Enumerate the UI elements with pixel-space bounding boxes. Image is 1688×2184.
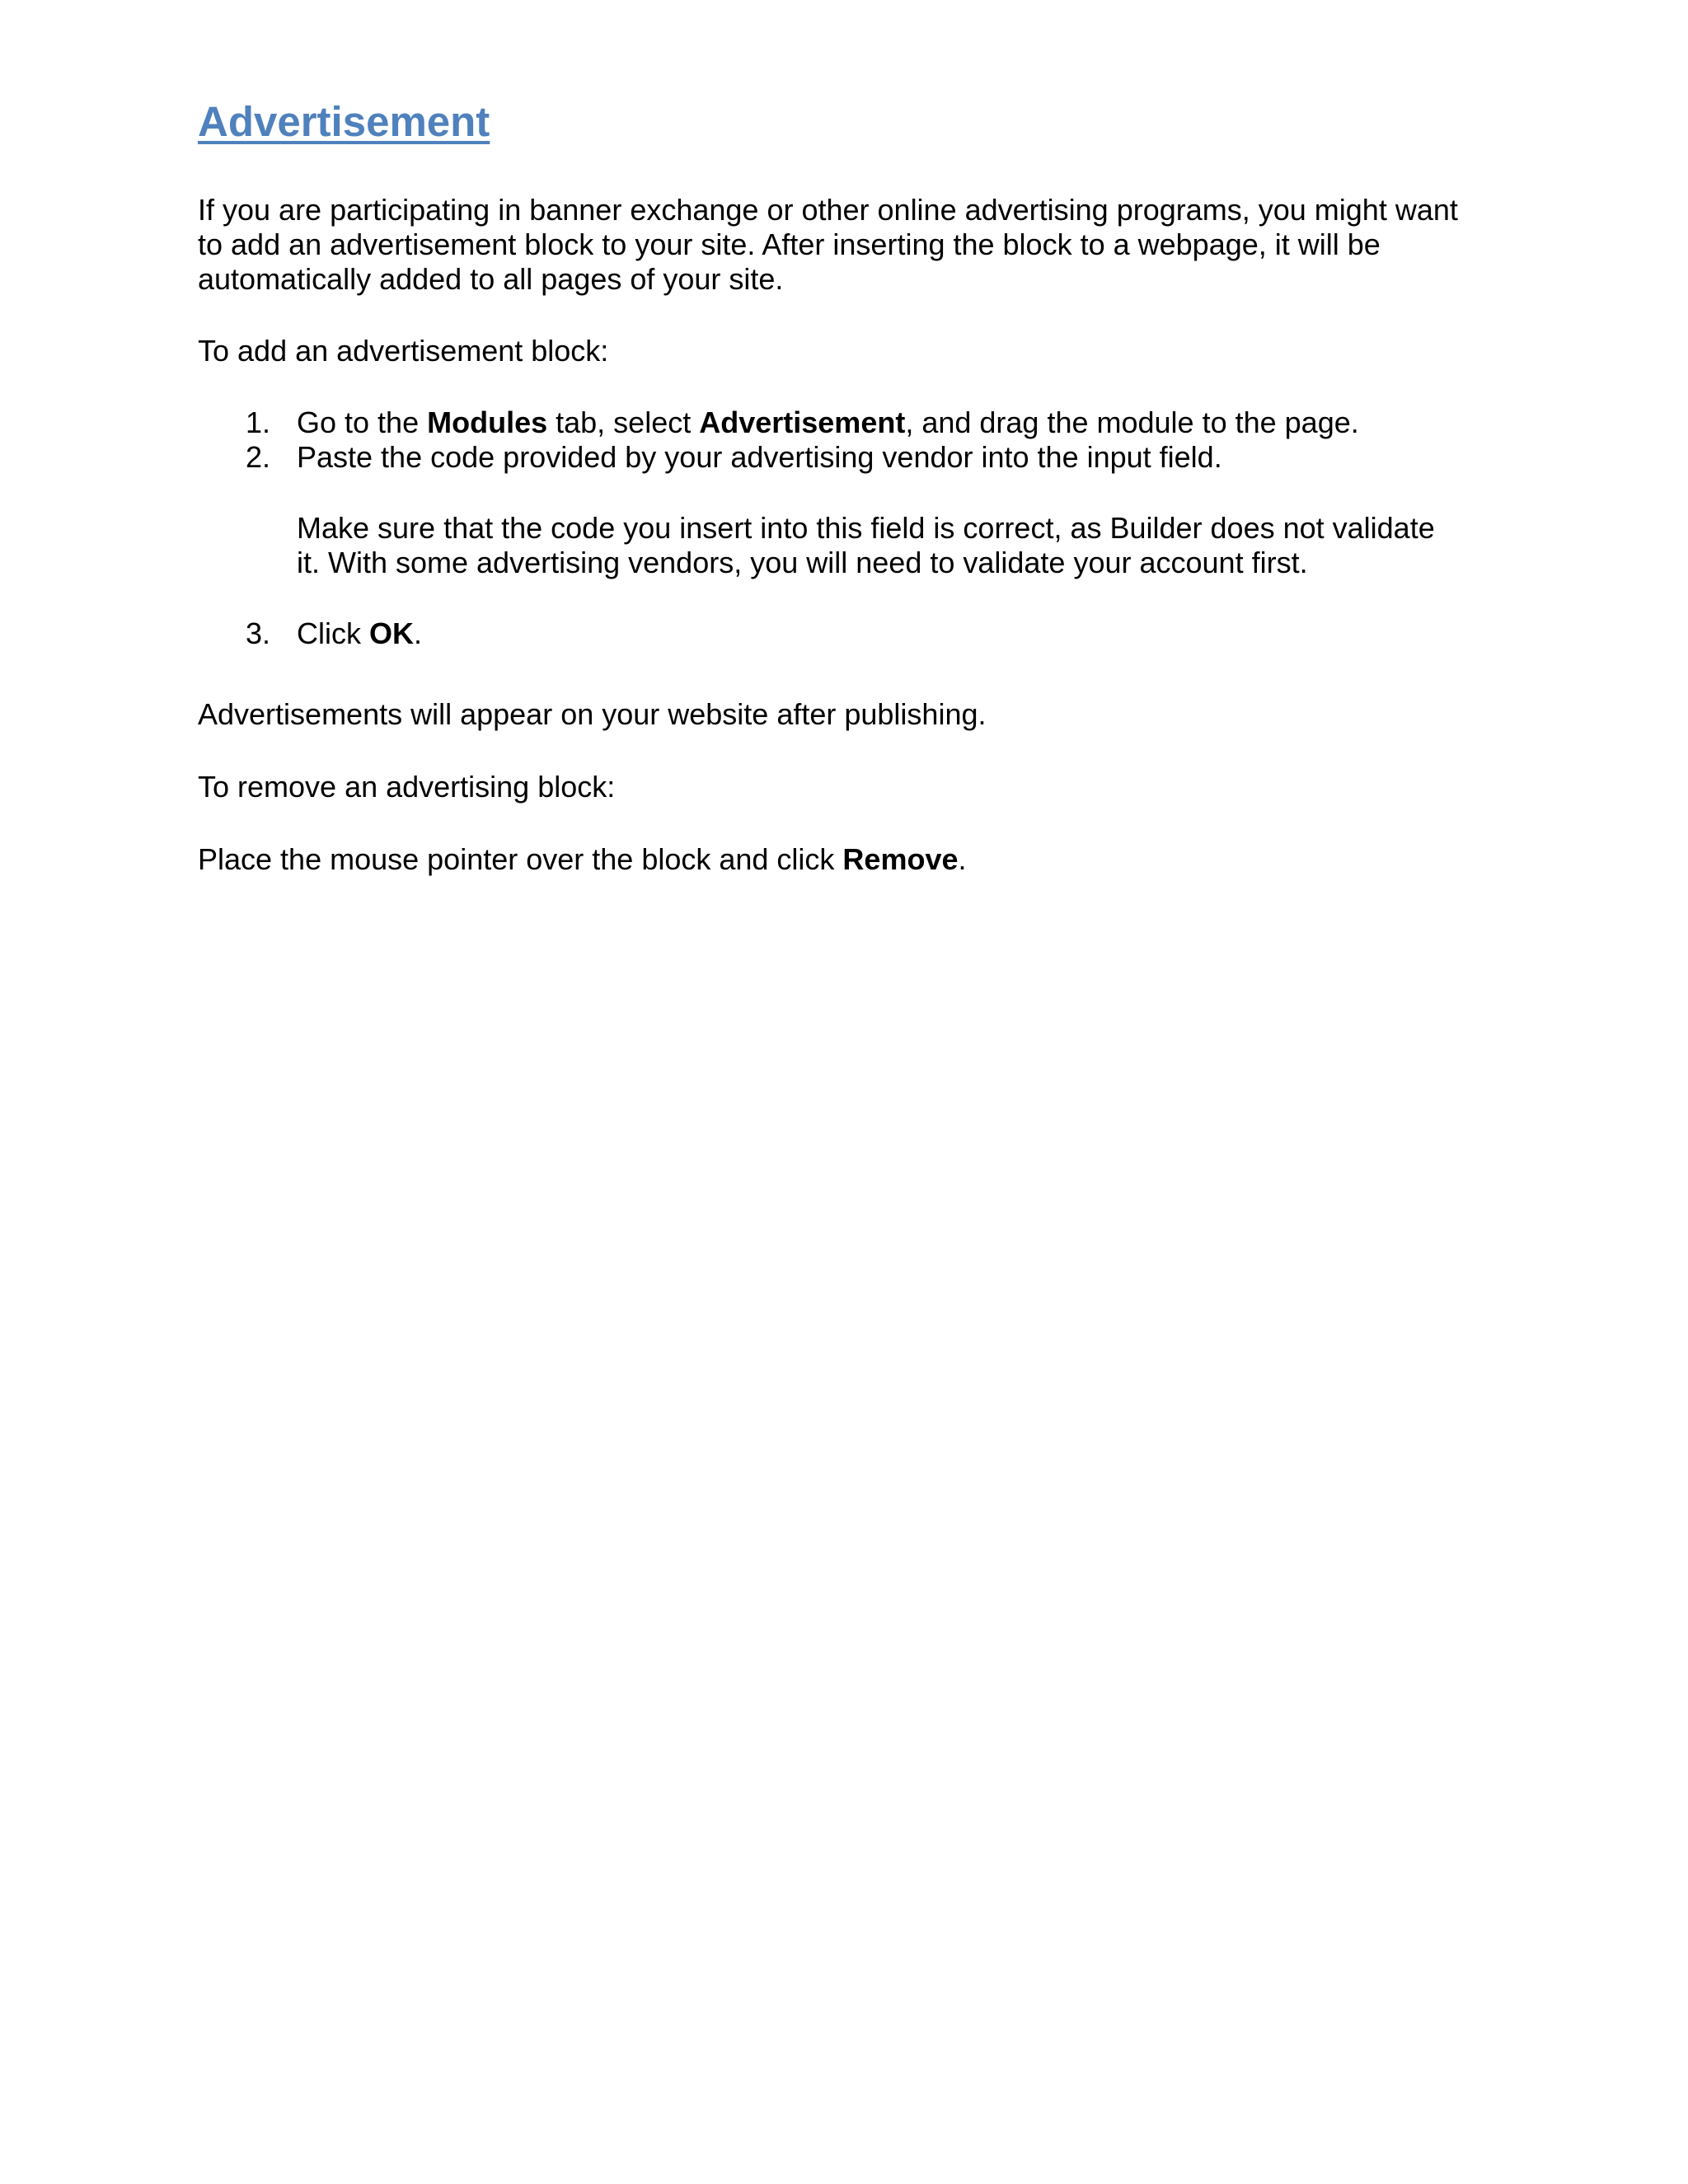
step-number: 3. bbox=[246, 616, 271, 650]
step-number: 1. bbox=[246, 405, 271, 439]
step-number: 2. bbox=[246, 440, 271, 474]
step-bold-ok: OK bbox=[369, 616, 414, 650]
step-note-line: Make sure that the code you insert into this field is correct, as Builder does not validate bbox=[297, 511, 1435, 545]
step-item-1 bbox=[198, 405, 1500, 440]
intro-line: automatically added to all pages of your site. bbox=[198, 262, 784, 296]
add-block-lead: To add an advertisement block: bbox=[198, 334, 609, 368]
step-text: tab, select bbox=[547, 405, 700, 439]
step-note bbox=[198, 511, 1500, 580]
step-text: Paste the code provided by your advertising vendor into the input field. bbox=[297, 440, 1222, 474]
step-text: Click bbox=[297, 616, 369, 650]
step-note-line: it. With some advertising vendors, you will need to validate your account first. bbox=[297, 546, 1308, 579]
remove-block-lead: To remove an advertising block: bbox=[198, 770, 616, 804]
step-item-2 bbox=[198, 440, 1500, 475]
intro-line: to add an advertisement block to your site. After inserting the block to a webpage, it will be bbox=[198, 227, 1381, 261]
step-item-3 bbox=[198, 616, 1500, 651]
remove-bold: Remove bbox=[842, 842, 959, 876]
remove-text: . bbox=[958, 842, 967, 876]
after-publish-note: Advertisements will appear on your website after publishing. bbox=[198, 697, 987, 731]
remove-instruction bbox=[198, 842, 967, 877]
page-title: Advertisement bbox=[198, 98, 490, 145]
intro-paragraph bbox=[198, 193, 1500, 297]
step-text: . bbox=[414, 616, 423, 650]
step-text: , and drag the module to the page. bbox=[905, 405, 1359, 439]
step-bold-advertisement: Advertisement bbox=[699, 405, 906, 439]
step-text: Go to the bbox=[297, 405, 428, 439]
step-bold-modules: Modules bbox=[427, 405, 548, 439]
add-steps-list bbox=[198, 405, 1500, 651]
remove-text: Place the mouse pointer over the block and click bbox=[198, 842, 843, 876]
intro-line: If you are participating in banner exchange or other online advertising programs, you might want bbox=[198, 193, 1458, 227]
